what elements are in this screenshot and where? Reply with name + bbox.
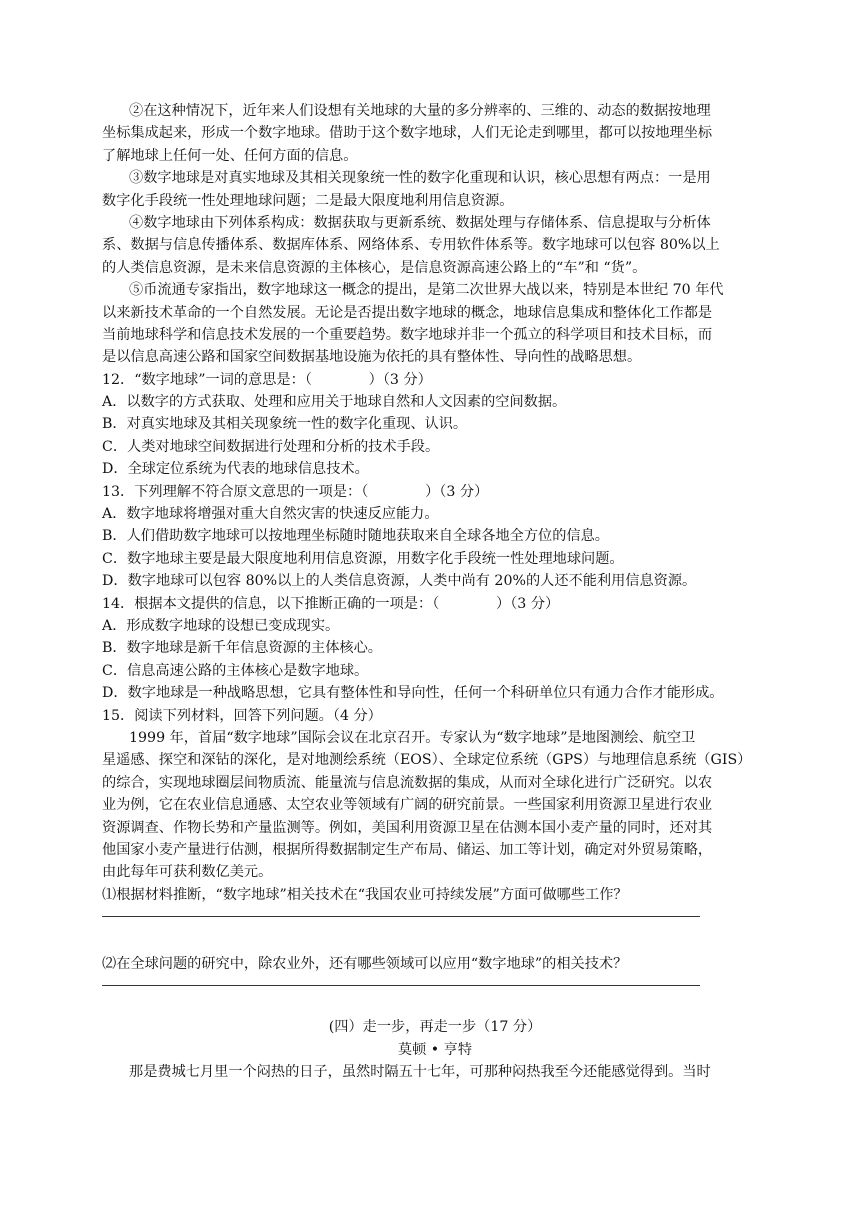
question-stem: 12．“数字地球”一词的意思是：（ ）（3 分） bbox=[102, 371, 432, 388]
document-page bbox=[102, 100, 768, 1084]
section-author: 莫顿 • 亨特 bbox=[397, 1041, 473, 1058]
passage-line: 以来新技术革命的一个自然发展。无论是否提出数字地球的概念，地球信息集成和整体化工作都是 bbox=[102, 304, 713, 321]
sub-question-2: ⑵在全球问题的研究中，除农业外，还有哪些领域可以应用“数字地球”的相关技术？ bbox=[102, 956, 628, 973]
passage-line: ⑤币流通专家指出，数字地球这一概念的提出，是第二次世界大战以来，特别是本世纪 70 年代 bbox=[129, 282, 724, 299]
passage-line: 数字化手段统一性处理地球问题；二是最大限度地利用信息资源。 bbox=[102, 192, 514, 209]
option-c: C．人类对地球空间数据进行处理和分析的技术手段。 bbox=[102, 438, 440, 455]
section-first-line: 那是费城七月里一个闷热的日子，虽然时隔五十七年，可那种闷热我至今还能感觉得到。当时 bbox=[129, 1064, 711, 1081]
passage-line: ③数字地球是对真实地球及其相关现象统一性的数字化重现和认识，核心思想有两点：一是用 bbox=[129, 170, 711, 187]
option-d: D．全球定位系统为代表的地球信息技术。 bbox=[102, 461, 369, 478]
passage-line: ②在这种情况下，近年来人们设想有关地球的大量的多分辨率的、三维的、动态的数据按地理 bbox=[129, 103, 711, 119]
sub-question-1: ⑴根据材料推断，“数字地球”相关技术在“我国农业可持续发展”方面可做哪些工作？ bbox=[102, 886, 628, 903]
passage-line: 坐标集成起来，形成一个数字地球。借助于这个数字地球，人们无论走到哪里，都可以按地理坐标 bbox=[102, 125, 713, 142]
material-line: 星遥感、探空和深钻的深化，是对地测绘系统（EOS）、全球定位系统（GPS）与地理信息系统（GIS） bbox=[102, 752, 752, 769]
option-d: D．数字地球可以包容 80%以上的人类信息资源，人类中尚有 20%的人还不能利用信息资源。 bbox=[102, 573, 697, 590]
section-title: (四）走一步，再走一步（17 分） bbox=[328, 1019, 542, 1036]
option-b: B．对真实地球及其相关现象统一性的数字化重现、认识。 bbox=[102, 416, 468, 433]
passage-line: 的人类信息资源，是未来信息资源的主体核心，是信息资源高速公路上的“车”和 “货”。 bbox=[102, 259, 647, 276]
material-line: 资源调查、作物长势和产量监测等。例如，美国利用资源卫星在估测本国小麦产量的同时，还对其 bbox=[102, 819, 713, 836]
material-line: 1999 年，首届“数字地球”国际会议在北京召开。专家认为“数字地球”是地图测绘、航空卫 bbox=[129, 729, 696, 746]
passage-line: 当前地球科学和信息技术发展的一个重要趋势。数字地球并非一个孤立的科学项目和技术目标，而 bbox=[102, 326, 713, 343]
question-stem: 14．根据本文提供的信息，以下推断正确的一项是：（ ）（3 分） bbox=[102, 595, 560, 612]
option-a: A．形成数字地球的设想已变成现实。 bbox=[102, 617, 340, 634]
option-a: A．以数字的方式获取、处理和应用关于地球自然和人文因素的空间数据。 bbox=[102, 394, 567, 411]
question-stem: 13．下列理解不符合原文意思的一项是：（ ）（3 分） bbox=[102, 483, 489, 500]
passage-line: ④数字地球由下列体系构成：数据获取与更新系统、数据处理与存储体系、信息提取与分析体 bbox=[129, 214, 711, 231]
option-c: C．数字地球主要是最大限度地利用信息资源，用数字化手段统一性处理地球问题。 bbox=[102, 550, 624, 567]
option-b: B．数字地球是新千年信息资源的主体核心。 bbox=[102, 640, 382, 657]
option-c: C．信息高速公路的主体核心是数字地球。 bbox=[102, 662, 369, 679]
material-line: 业为例，它在农业信息通感、太空农业等领域有广阔的研究前景。一些国家利用资源卫星进行农业 bbox=[102, 797, 713, 814]
option-b: B．人们借助数字地球可以按地理坐标随时随地获取来自全球各地全方位的信息。 bbox=[102, 528, 609, 545]
material-line: 他国家小麦产量进行估测，根据所得数据制定生产布局、储运、加工等计划，确定对外贸易策略， bbox=[102, 841, 713, 858]
option-a: A．数字地球将增强对重大自然灾害的快速反应能力。 bbox=[102, 506, 439, 523]
material-line: 由此每年可获利数亿美元。 bbox=[102, 864, 273, 881]
option-d: D．数字地球是一种战略思想，它具有整体性和导向性，任何一个科研单位只有通力合作才能形成。 bbox=[102, 685, 724, 702]
passage-line: 系、数据与信息传播体系、数据库体系、网络体系、专用软件体系等。数字地球可以包容 80%以上 bbox=[102, 237, 720, 254]
material-line: 的综合，实现地球圈层间物质流、能量流与信息流数据的集成，从而对全球化进行广泛研究。以农 bbox=[102, 774, 713, 791]
question-stem: 15．阅读下列材料，回答下列问题。（4 分） bbox=[102, 707, 382, 724]
passage-line: 是以信息高速公路和国家空间数据基地设施为依托的具有整体性、导向性的战略思想。 bbox=[102, 349, 642, 366]
passage-line: 了解地球上任何一处、任何方面的信息。 bbox=[102, 147, 358, 164]
